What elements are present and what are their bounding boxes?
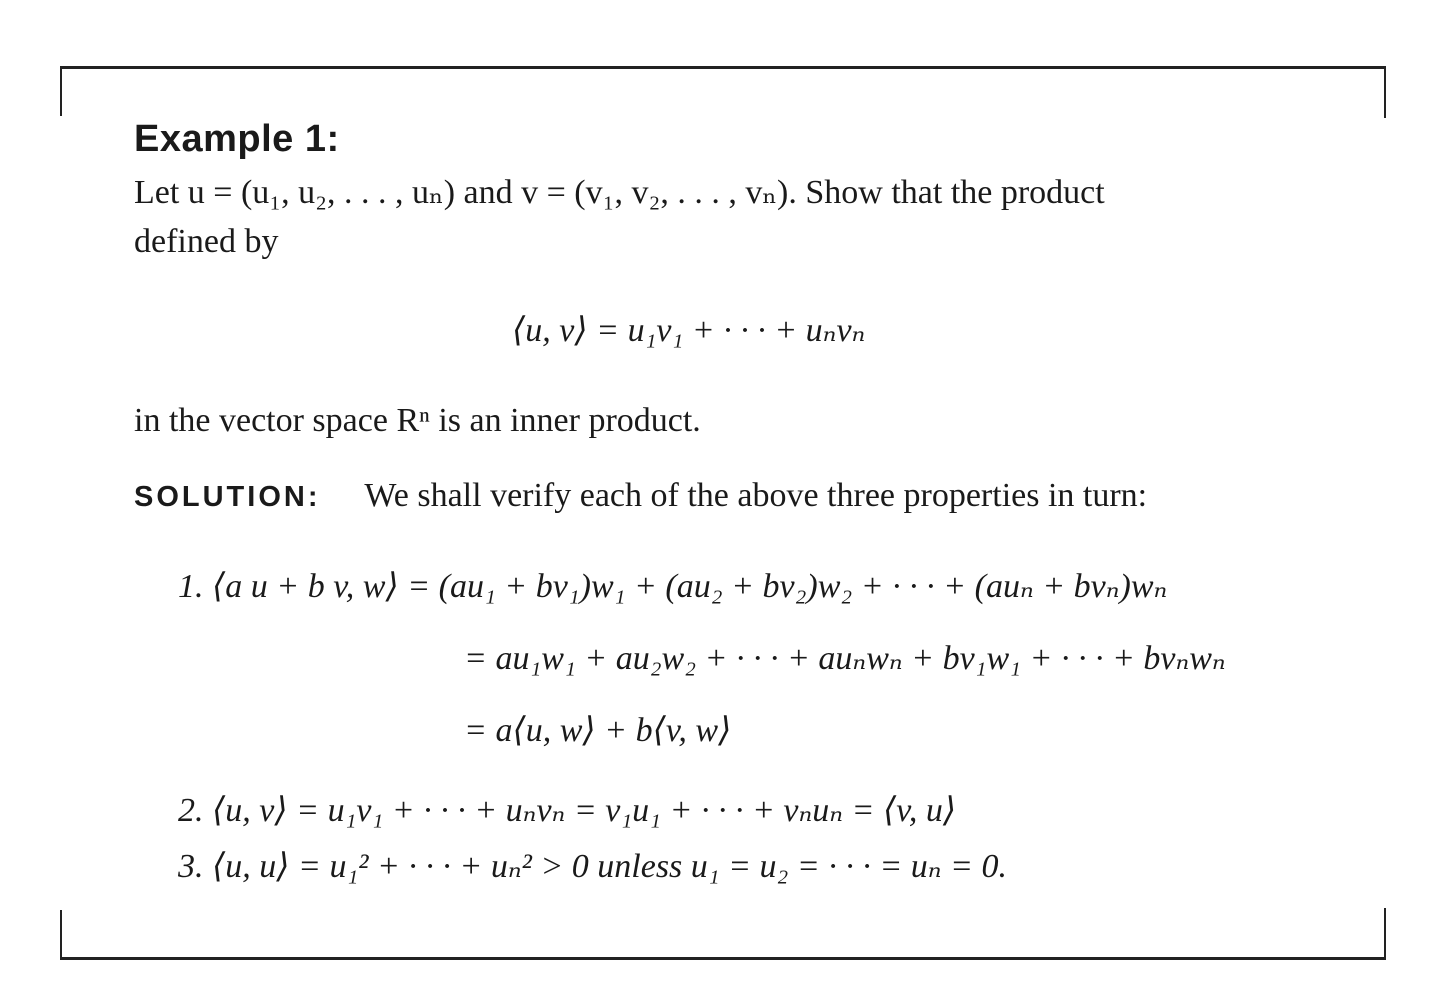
solution-intro-row — [134, 477, 1147, 515]
step-1-line-2: = au₁w₁ + au₂w₂ + · · · + auₙwₙ + bv₁w₁ + · · · + bvₙwₙ — [464, 640, 1226, 677]
frame-corner-bottom-left — [60, 910, 62, 960]
statement-line-3: in the vector space Rⁿ is an inner product. — [134, 402, 701, 439]
frame-bottom-rule — [60, 957, 1386, 960]
statement-line-1: Let u = (u₁, u₂, . . . , uₙ) and v = (v₁, v₂, . . . , vₙ). Show that the product — [134, 174, 1105, 211]
frame-top-rule — [60, 66, 1386, 69]
example-heading: Example 1: — [134, 118, 340, 160]
step-3: 3. ⟨u, u⟩ = u₁² + · · · + uₙ² > 0 unless u₁ = u₂ = · · · = uₙ = 0. — [178, 848, 1007, 885]
frame-corner-top-left — [60, 66, 62, 116]
step-2: 2. ⟨u, v⟩ = u₁v₁ + · · · + uₙvₙ = v₁u₁ + · · · + vₙuₙ = ⟨v, u⟩ — [178, 792, 957, 829]
frame-corner-top-right — [1384, 66, 1386, 118]
frame-corner-bottom-right — [1384, 908, 1386, 960]
display-equation: ⟨u, v⟩ = u₁v₁ + · · · + uₙvₙ — [512, 312, 866, 349]
solution-intro: We shall verify each of the above three properties in turn: — [364, 477, 1148, 514]
solution-label: SOLUTION: — [134, 481, 321, 513]
step-1-line-3: = a⟨u, w⟩ + b⟨v, w⟩ — [464, 712, 732, 749]
statement-line-2: defined by — [134, 223, 279, 260]
step-1-line-1: 1. ⟨a u + b v, w⟩ = (au₁ + bv₁)w₁ + (au₂ + bv₂)w₂ + · · · + (auₙ + bvₙ)wₙ — [178, 568, 1168, 605]
